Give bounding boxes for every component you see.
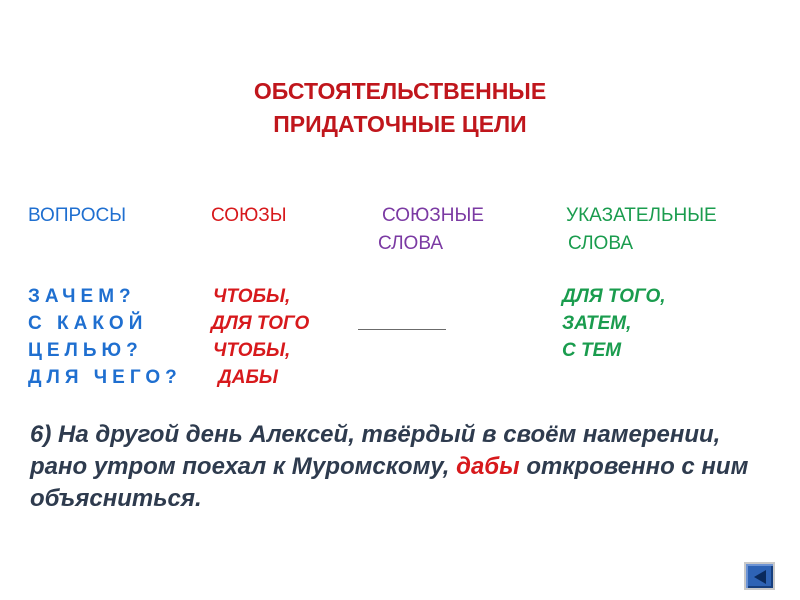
indicative-word-item: ДЛЯ ТОГО, [562,286,666,307]
example-highlight-word: дабы [456,453,520,480]
slide-title-line-1: ОБСТОЯТЕЛЬСТВЕННЫЕ [253,78,547,104]
slide-title-line-2: ПРИДАТОЧНЫЕ ЦЕЛИ [273,111,527,137]
conjunction-item: ДАБЫ [218,367,278,388]
conjunction-item: ЧТОБЫ, [213,340,291,361]
example-text-before: 6) На другой день Алексей, твёрдый в своём намерении, рано утром поехал к Муромскому, [30,421,721,480]
indicative-word-item: С ТЕМ [562,340,622,361]
example-sentence [30,419,750,515]
header-questions: ВОПРОСЫ [28,205,127,226]
header-indicative-words-line-1: УКАЗАТЕЛЬНЫЕ [566,205,717,226]
indicative-word-item: ЗАТЕМ, [562,313,632,334]
header-conjunctions: СОЮЗЫ [211,205,287,226]
header-conjunctive-words-line-2: СЛОВА [378,233,444,254]
question-item: С КАКОЙ [28,313,148,334]
triangle-left-icon [754,570,766,584]
conjunction-item: ДЛЯ ТОГО [211,313,310,334]
conjunction-item: ЧТОБЫ, [213,286,291,307]
example-text-after: откровенно с ним объясниться. [30,453,749,512]
conjunctive-words-blank [358,329,446,330]
question-item: ЦЕЛЬЮ? [28,340,143,361]
header-indicative-words-line-2: СЛОВА [568,233,634,254]
question-item: ДЛЯ ЧЕГО? [28,367,182,388]
header-conjunctive-words-line-1: СОЮЗНЫЕ [382,205,484,226]
question-item: ЗАЧЕМ? [28,286,136,307]
nav-back-button[interactable] [744,562,775,590]
